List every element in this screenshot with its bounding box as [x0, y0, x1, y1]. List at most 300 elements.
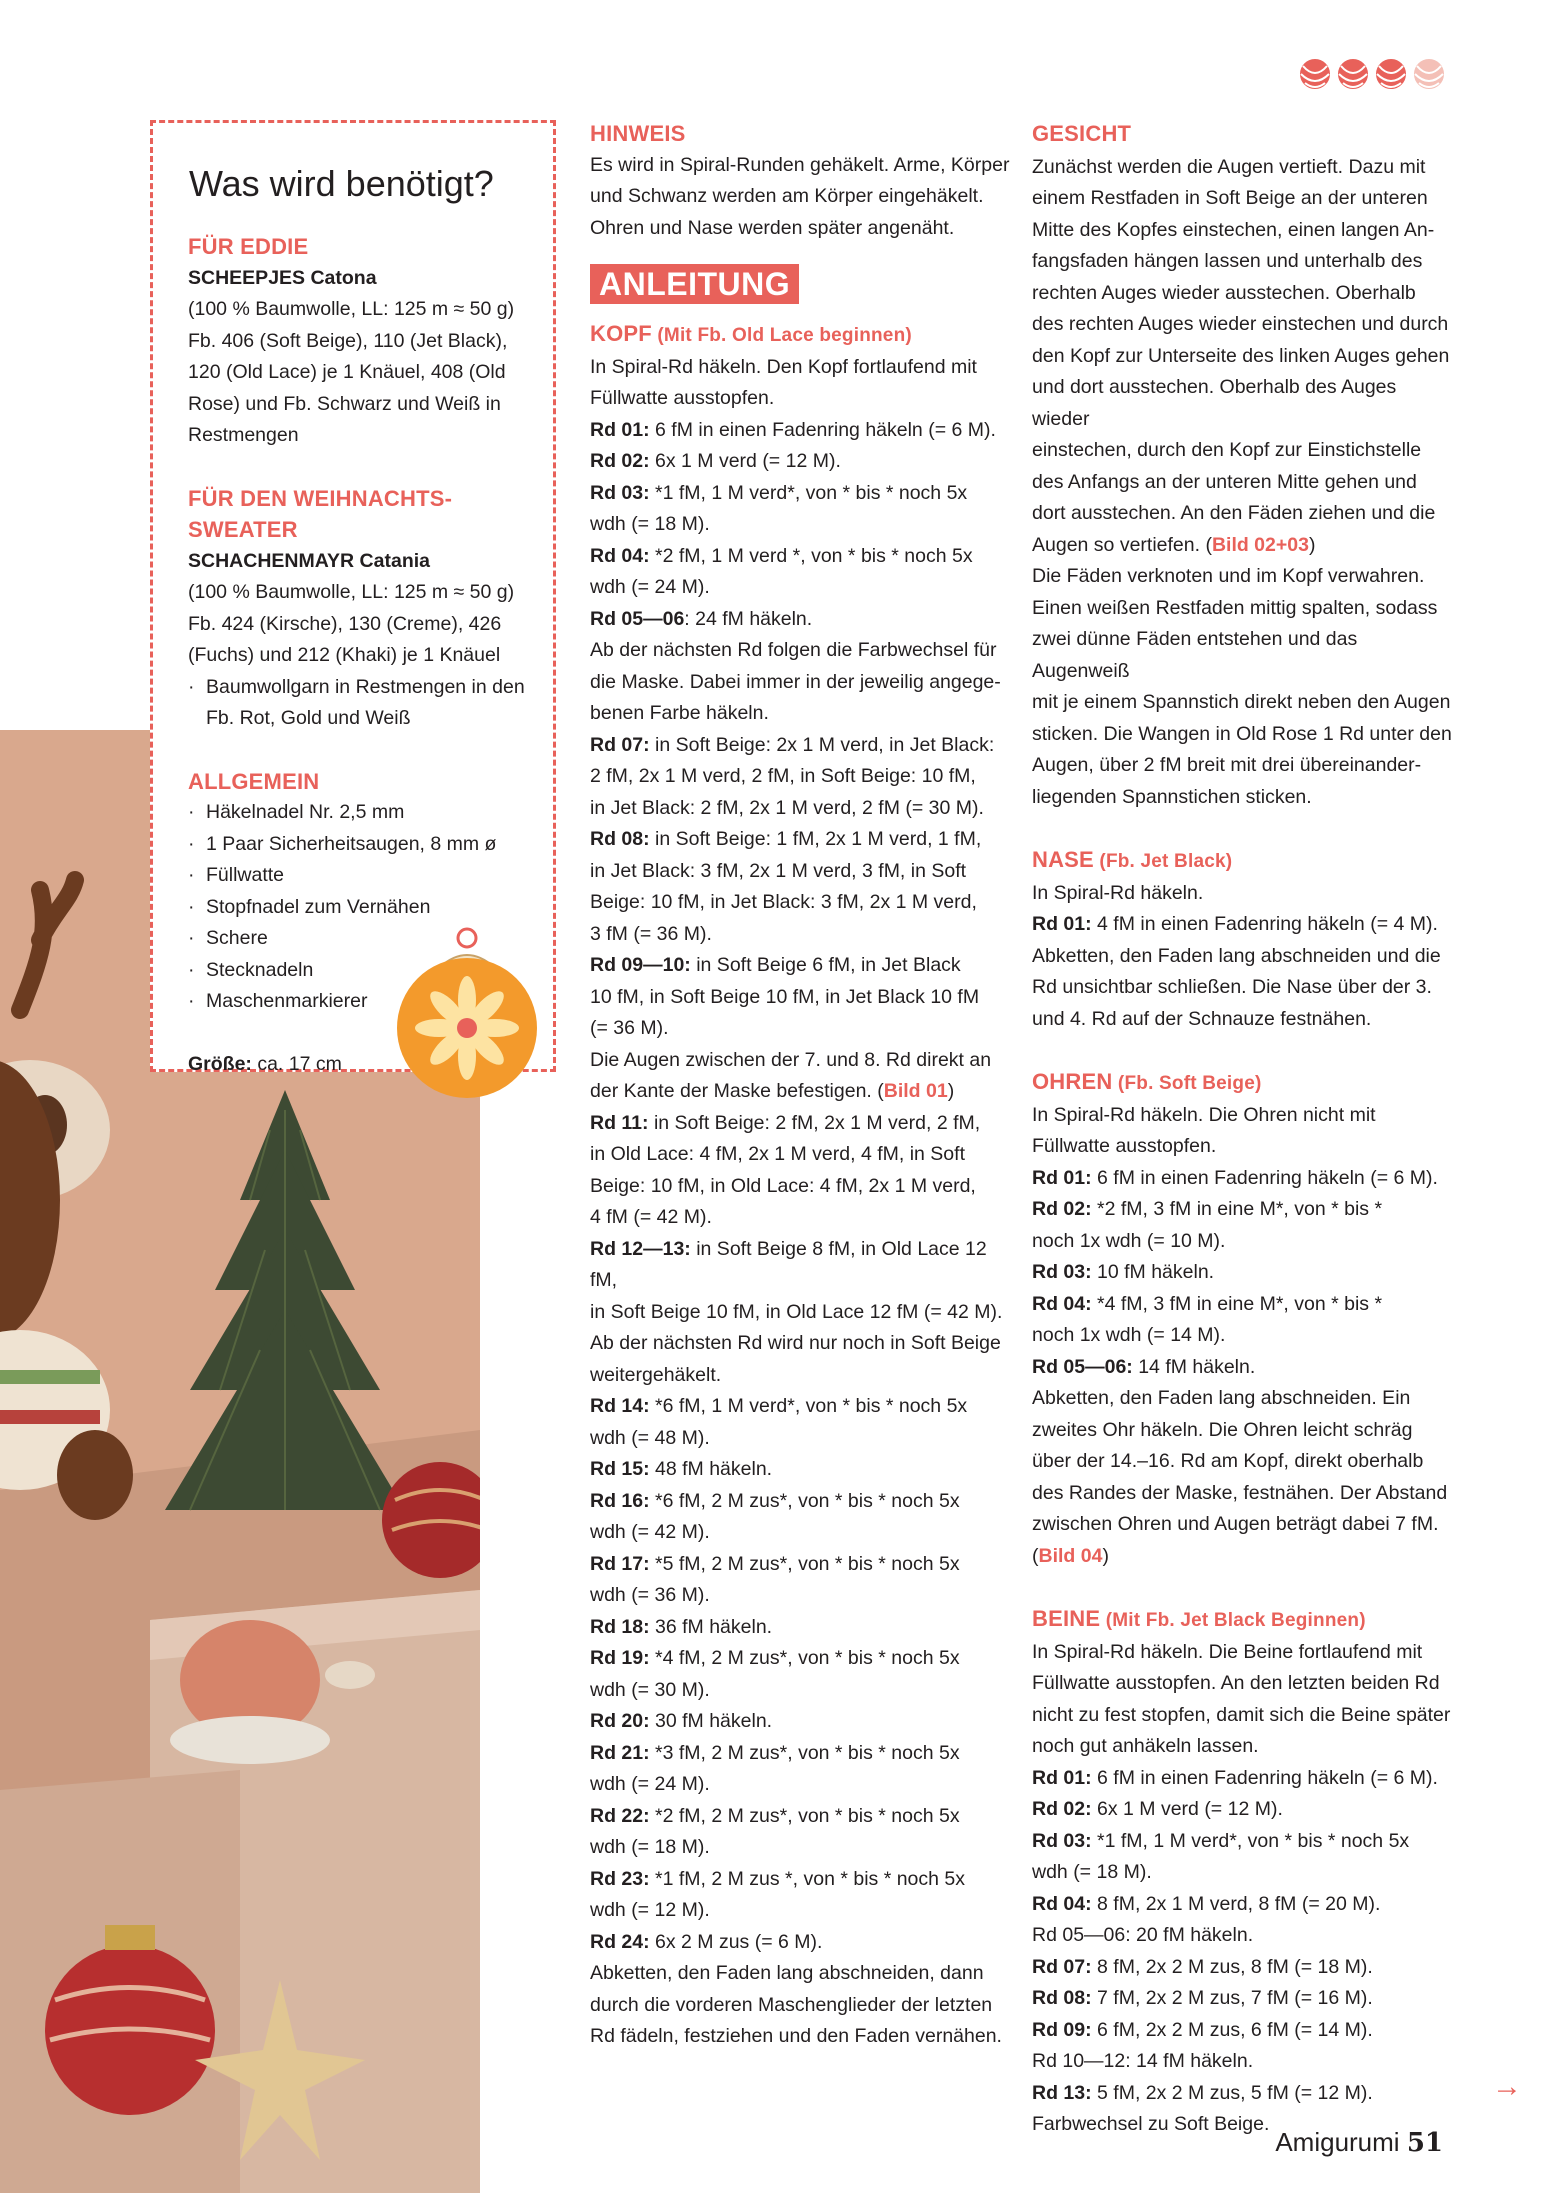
instruction-line [1032, 1541, 1452, 1573]
instruction-line [590, 1202, 1010, 1234]
instructions-column-3 [1032, 118, 1452, 2141]
eddie-material-line: Restmengen [188, 424, 299, 446]
instruction-line [590, 415, 1010, 447]
hinweis-heading: HINWEIS [590, 121, 686, 146]
round-label: Rd 17: [590, 1552, 650, 1575]
eddie-material-line: 120 (Old Lace) je 1 Knäuel, 408 (Old [188, 361, 506, 383]
instruction-line [590, 1832, 1010, 1864]
instruction-text: 6 fM, 2x 2 M zus, 6 fM (= 14 M). [1091, 2018, 1373, 2041]
instruction-text: zwei dünne Fäden entstehen und das Augenweiß [1032, 628, 1358, 682]
instruction-text: wdh (= 42 M). [590, 1521, 710, 1543]
instruction-text: weitergehäkelt. [590, 1363, 722, 1386]
instruction-line [1032, 1637, 1452, 1669]
instruction-text: wdh (= 30 M). [590, 1678, 710, 1701]
instruction-text: *6 fM, 1 M verd*, von * bis * noch 5x [649, 1395, 968, 1417]
instruction-text: Ab der nächsten Rd wird nur noch in Soft Beige [590, 1332, 1001, 1354]
round-label: Rd 19: [590, 1647, 650, 1669]
bullet-icon: · [188, 927, 195, 949]
instruction-text: wdh (= 18 M). [590, 1836, 710, 1858]
instruction-line [1032, 1257, 1452, 1289]
image-reference: Bild 04 [1038, 1544, 1103, 1567]
instruction-line [1032, 1920, 1452, 1952]
section-heading [1032, 1603, 1452, 1637]
round-label: Rd 09—10: [590, 954, 691, 976]
instruction-text: *1 fM, 2 M zus *, von * bis * noch 5x [649, 1867, 965, 1890]
image-reference: Bild 02+03 [1211, 533, 1309, 556]
instruction-line [590, 761, 1010, 793]
instruction-line [1032, 687, 1452, 719]
eddie-material-line: (100 % Baumwolle, LL: 125 m ≈ 50 g) [188, 298, 515, 320]
instruction-line [590, 1171, 1010, 1203]
general-item-label: Häkelnadel Nr. 2,5 mm [206, 801, 405, 823]
instruction-text: 6 fM in einen Fadenring häkeln (= 6 M). [1091, 1766, 1438, 1789]
instruction-text: 10 fM, in Soft Beige 10 fM, in Jet Black 10 fM [590, 985, 980, 1008]
instruction-text: 8 fM, 2x 2 M zus, 8 fM (= 18 M). [1091, 1955, 1373, 1978]
instruction-line [1032, 1983, 1452, 2015]
instruction-text: Augen, über 2 fM breit mit drei übereinander- [1032, 754, 1422, 776]
round-label: Rd 12—13: [590, 1237, 691, 1260]
instruction-line [1032, 782, 1452, 814]
instruction-text: in Soft Beige 6 fM, in Jet Black [690, 954, 961, 976]
instruction-text: 48 fM häkeln. [649, 1458, 773, 1480]
instruction-line [1032, 1446, 1452, 1478]
instruction-line [590, 1769, 1010, 1801]
instruction-line [590, 1328, 1010, 1360]
size-line: Größe: ca. 17 cm [188, 1052, 342, 1075]
round-label: Rd 02: [590, 450, 650, 472]
instruction-line [1032, 1004, 1452, 1036]
section-title: NASE [1032, 847, 1094, 872]
round-label: Rd 01: [590, 418, 650, 441]
sweater-bullet: · Baumwollgarn in Restmengen in den Fb. Rot, Gold und Weiß [188, 672, 538, 735]
instruction-line [1032, 1731, 1452, 1763]
kopf-instructions [590, 352, 1010, 2053]
instruction-line [590, 1864, 1010, 1896]
bullet-icon: · [188, 801, 195, 823]
eddie-material-line: Fb. 406 (Soft Beige), 110 (Jet Black), [188, 329, 508, 352]
section-title: BEINE [1032, 1606, 1101, 1631]
round-label: Rd 02: [1032, 1798, 1092, 1820]
instruction-text: Beige: 10 fM, in Jet Black: 3 fM, 2x 1 M verd, [590, 891, 977, 913]
round-label: Rd 09: [1032, 2018, 1092, 2041]
instruction-text: und dort ausstechen. Oberhalb des Auges wieder [1032, 376, 1397, 430]
section-heading [1032, 844, 1452, 878]
instruction-text: 3 fM (= 36 M). [590, 922, 712, 945]
instruction-line [590, 793, 1010, 825]
section-gap [1032, 1035, 1452, 1066]
instruction-line [590, 1801, 1010, 1833]
instruction-line [590, 509, 1010, 541]
section-subtitle: (Fb. Jet Black) [1093, 851, 1233, 872]
instruction-line [1032, 1478, 1452, 1510]
general-header: ALLGEMEIN [188, 768, 320, 794]
instruction-line [590, 919, 1010, 951]
eddie-header: FÜR EDDIE [188, 234, 309, 259]
instruction-text: Die Fäden verknoten und im Kopf verwahren. [1032, 565, 1425, 587]
instruction-text: Rd 10—12: 14 fM häkeln. [1032, 2050, 1254, 2072]
hinweis-text [590, 150, 1010, 245]
instruction-text: *1 fM, 1 M verd*, von * bis * noch 5x [649, 481, 968, 504]
instruction-line [1032, 1383, 1452, 1415]
eddie-material-line: Rose) und Fb. Schwarz und Weiß in [188, 392, 501, 415]
instruction-text: 2 fM, 2x 1 M verd, 2 fM, in Soft Beige: 10 fM, [590, 765, 976, 787]
instruction-text: 6x 1 M verd (= 12 M). [1091, 1798, 1283, 1820]
instruction-text: Farbwechsel zu Soft Beige. [1032, 2113, 1270, 2135]
instruction-text: In Spiral-Rd häkeln. Die Beine fortlaufend mit [1032, 1640, 1423, 1663]
general-item-label: Stopfnadel zum Vernähen [206, 895, 431, 918]
instruction-line [1032, 246, 1452, 278]
instruction-line [590, 604, 1010, 636]
instruction-line [590, 982, 1010, 1014]
instruction-line [590, 1045, 1010, 1077]
instruction-text: 4 fM (= 42 M). [590, 1206, 712, 1228]
instruction-line [1032, 561, 1452, 593]
instruction-line [1032, 2015, 1452, 2047]
instruction-line [1032, 1794, 1452, 1826]
round-label: Rd 08: [1032, 1987, 1092, 2009]
sweater-bullet-line: Fb. Rot, Gold und Weiß [206, 707, 411, 729]
instruction-text: der Kante der Maske befestigen. ( [590, 1080, 884, 1102]
instruction-line [1032, 435, 1452, 467]
bullet-icon: · [188, 832, 195, 855]
instruction-line [1032, 1763, 1452, 1795]
general-item [188, 892, 538, 924]
round-label: Rd 03: [1032, 1829, 1092, 1852]
section-body [1032, 1637, 1452, 2141]
instruction-line [1032, 624, 1452, 687]
instruction-line [1032, 309, 1452, 341]
materials-title: Was wird benötigt? [189, 163, 494, 204]
instruction-text: liegenden Spannstichen sticken. [1032, 785, 1312, 808]
round-label: Rd 07: [590, 733, 650, 756]
sweater-material-lines [188, 577, 538, 672]
instruction-text: noch gut anhäkeln lassen. [1032, 1735, 1259, 1757]
instruction-text: Füllwatte ausstopfen. An den letzten beiden Rd [1032, 1672, 1440, 1694]
instruction-text: zwischen Ohren und Augen beträgt dabei 7 fM. [1032, 1513, 1439, 1535]
instruction-text: einem Restfaden in Soft Beige an der unteren [1032, 187, 1428, 209]
instruction-line [1032, 467, 1452, 499]
yarn-ball-icons [1297, 56, 1447, 92]
general-item-label: Stecknadeln [206, 958, 314, 981]
instruction-line [590, 1990, 1010, 2022]
instruction-line [590, 541, 1010, 573]
next-page-arrow-icon: → [1492, 2070, 1522, 2103]
instruction-text: *1 fM, 1 M verd*, von * bis * noch 5x [1091, 1829, 1410, 1852]
hinweis-line: Es wird in Spiral-Runden gehäkelt. Arme, Körper [590, 153, 1010, 176]
round-label: Rd 02: [1032, 1198, 1092, 1220]
image-reference: Bild 01 [883, 1080, 948, 1102]
instruction-line [1032, 1889, 1452, 1921]
instruction-text: 10 fM häkeln. [1091, 1261, 1215, 1283]
instruction-line [590, 887, 1010, 919]
instruction-text: Abketten, den Faden lang abschneiden. Ein [1032, 1387, 1411, 1409]
instruction-text: ) [947, 1080, 955, 1102]
hinweis-line: und Schwanz werden am Körper eingehäkelt. [590, 185, 984, 207]
kopf-heading: KOPF (Mit Fb. Old Lace beginnen) [590, 321, 912, 346]
eddie-material-lines [188, 294, 538, 452]
instruction-line [590, 1517, 1010, 1549]
instruction-line [590, 1958, 1010, 1990]
instruction-text: *2 fM, 2 M zus*, von * bis * noch 5x [649, 1804, 960, 1827]
round-label: Rd 22: [590, 1804, 650, 1827]
round-label: Rd 03: [1032, 1261, 1092, 1283]
section-body [1032, 152, 1452, 814]
instruction-line [590, 1486, 1010, 1518]
instruction-line [1032, 972, 1452, 1004]
instruction-text: In Spiral-Rd häkeln. [1032, 881, 1204, 904]
instruction-text: 4 fM in einen Fadenring häkeln (= 4 M). [1091, 913, 1438, 935]
round-label: Rd 01: [1032, 1766, 1092, 1789]
instruction-text: noch 1x wdh (= 10 M). [1032, 1229, 1226, 1252]
instruction-line [1032, 750, 1452, 782]
instruction-line [590, 446, 1010, 478]
instruction-line [1032, 909, 1452, 941]
instruction-line [590, 1139, 1010, 1171]
instruction-line [590, 572, 1010, 604]
instruction-text: wdh (= 36 M). [590, 1584, 710, 1606]
instruction-line [1032, 1509, 1452, 1541]
round-label: Rd 05—06: [1032, 1355, 1133, 1378]
page-footer [1275, 2127, 1443, 2158]
instruction-text: wdh (= 24 M). [590, 576, 710, 598]
instruction-text: Rd unsichtbar schließen. Die Nase über der 3. [1032, 976, 1432, 998]
general-item [188, 797, 538, 829]
bullet-icon: · [188, 958, 195, 981]
instruction-text: 14 fM häkeln. [1132, 1355, 1256, 1378]
instruction-line [590, 1738, 1010, 1770]
instruction-text: 5 fM, 2x 2 M zus, 5 fM (= 12 M). [1091, 2081, 1373, 2104]
instruction-line [590, 1675, 1010, 1707]
instruction-text: in Soft Beige: 2x 1 M verd, in Jet Black: [649, 733, 995, 756]
instruction-text: in Jet Black: 2 fM, 2x 1 M verd, 2 fM (= 30 M). [590, 796, 984, 819]
instruction-line [590, 1360, 1010, 1392]
instruction-text: *2 fM, 3 fM in eine M*, von * bis * [1091, 1198, 1383, 1220]
instruction-text: Rd fädeln, festziehen und den Faden vernähen. [590, 2025, 1002, 2047]
round-label: Rd 11: [590, 1111, 649, 1134]
instruction-line [1032, 1952, 1452, 1984]
instruction-text: *4 fM, 2 M zus*, von * bis * noch 5x [649, 1647, 960, 1669]
instruction-line [1032, 719, 1452, 751]
instruction-text: des rechten Auges wieder einstechen und durch [1032, 313, 1449, 335]
section-subtitle: (Mit Fb. Jet Black Beginnen) [1100, 1610, 1366, 1631]
instruction-line [1032, 1700, 1452, 1732]
section-title: GESICHT [1032, 121, 1132, 146]
instruction-text: durch die vorderen Maschenglieder der letzten [590, 1993, 993, 2016]
instruction-line [1032, 1131, 1452, 1163]
instruction-line [1032, 2078, 1452, 2110]
instruction-text: in Soft Beige 8 fM, in Old Lace 12 fM, [590, 1237, 987, 1291]
instruction-line [1032, 1289, 1452, 1321]
round-label: Rd 13: [1032, 2081, 1092, 2104]
instruction-text: den Kopf zur Unterseite des linken Auges gehen [1032, 344, 1450, 367]
instruction-text: *3 fM, 2 M zus*, von * bis * noch 5x [649, 1741, 960, 1764]
instruction-line [1032, 941, 1452, 973]
instruction-text: Augen so vertiefen. ( [1032, 533, 1212, 556]
instruction-text: 8 fM, 2x 1 M verd, 8 fM (= 20 M). [1091, 1892, 1381, 1915]
instruction-text: Füllwatte ausstopfen. [590, 387, 775, 409]
instruction-line [590, 667, 1010, 699]
instruction-text: Beige: 10 fM, in Old Lace: 4 fM, 2x 1 M verd, [590, 1174, 976, 1197]
instruction-text: ) [1308, 533, 1316, 556]
instruction-text: die Maske. Dabei immer in der jeweilig angege- [590, 670, 1001, 693]
round-label: Rd 03: [590, 481, 650, 504]
round-label: Rd 04: [1032, 1892, 1092, 1915]
bullet-icon: · [188, 990, 195, 1012]
instruction-text: Füllwatte ausstopfen. [1032, 1135, 1217, 1157]
instruction-line [590, 1706, 1010, 1738]
instructions-column-2 [590, 118, 1010, 2053]
instruction-text: Einen weißen Restfaden mittig spalten, sodass [1032, 596, 1438, 619]
general-item-label: Schere [206, 927, 268, 949]
round-label: Rd 07: [1032, 1955, 1092, 1978]
instruction-line [1032, 1320, 1452, 1352]
instruction-line [590, 478, 1010, 510]
instruction-text: sticken. Die Wangen in Old Rose 1 Rd unter den [1032, 722, 1452, 745]
instruction-text: in Soft Beige 10 fM, in Old Lace 12 fM (= 42 M). [590, 1300, 1003, 1323]
instruction-text: nicht zu fest stopfen, damit sich die Beine später [1032, 1703, 1451, 1726]
round-label: Rd 23: [590, 1867, 650, 1890]
instruction-text: mit je einem Spannstich direkt neben den Augen [1032, 691, 1451, 713]
instruction-line [590, 1108, 1010, 1140]
instruction-text: 6 fM in einen Fadenring häkeln (= 6 M). [1091, 1166, 1438, 1189]
instruction-text: Abketten, den Faden lang abschneiden, dann [590, 1962, 984, 1984]
instruction-line [590, 1076, 1010, 1108]
instruction-line [590, 824, 1010, 856]
instruction-line [590, 1580, 1010, 1612]
instruction-text: wdh (= 24 M). [590, 1773, 710, 1795]
instruction-line [590, 635, 1010, 667]
instruction-line [590, 1013, 1010, 1045]
instruction-text: *5 fM, 2 M zus*, von * bis * noch 5x [649, 1552, 960, 1575]
general-item [188, 860, 538, 892]
instruction-text: wdh (= 12 M). [590, 1899, 710, 1921]
instruction-text: in Soft Beige: 1 fM, 2x 1 M verd, 1 fM, [649, 828, 982, 850]
instruction-text: rechten Auges wieder ausstechen. Oberhalb [1032, 281, 1416, 304]
instruction-text: zweites Ohr häkeln. Die Ohren leicht schräg [1032, 1418, 1413, 1441]
instruction-text: über der 14.–16. Rd am Kopf, direkt oberhalb [1032, 1450, 1424, 1472]
instruction-line [590, 950, 1010, 982]
instruction-text: ) [1102, 1544, 1109, 1567]
instruction-line [1032, 152, 1452, 184]
instruction-line [590, 730, 1010, 762]
instruction-text: Ab der nächsten Rd folgen die Farbwechsel für [590, 639, 997, 661]
instruction-line [590, 1297, 1010, 1329]
sweater-material-line: Fb. 424 (Kirsche), 130 (Creme), 426 [188, 612, 502, 635]
instruction-text: in Soft Beige: 2 fM, 2x 1 M verd, 2 fM, [648, 1111, 981, 1134]
bullet-icon: · [188, 895, 195, 918]
instruction-line [590, 1895, 1010, 1927]
instruction-line [1032, 1415, 1452, 1447]
page-number: 51 [1406, 2128, 1443, 2158]
instruction-line [1032, 2046, 1452, 2078]
instruction-text: des Randes der Maske, festnähen. Der Abstand [1032, 1481, 1448, 1504]
round-label: Rd 01: [1032, 1166, 1092, 1189]
instruction-text: des Anfangs an der unteren Mitte gehen und [1032, 470, 1417, 493]
instruction-text: noch 1x wdh (= 14 M). [1032, 1324, 1226, 1346]
general-item [188, 829, 538, 861]
bullet-icon: · [188, 864, 195, 886]
sweater-header: FÜR DEN WEIHNACHTS-SWEATER [188, 485, 453, 542]
instruction-text: 36 fM häkeln. [649, 1615, 773, 1638]
ornament-icon [392, 925, 542, 1100]
eddie-brand: SCHEEPJES Catona [188, 266, 377, 289]
round-label: Rd 15: [590, 1458, 650, 1480]
instruction-line [590, 1423, 1010, 1455]
instruction-line [1032, 1352, 1452, 1384]
round-label: Rd 16: [590, 1489, 650, 1512]
instruction-line [590, 856, 1010, 888]
instruction-text: dort ausstechen. An den Fäden ziehen und die [1032, 502, 1436, 524]
instruction-text: benen Farbe häkeln. [590, 702, 769, 724]
instruction-text: : 24 fM häkeln. [684, 607, 813, 630]
instruction-text: (= 36 M). [590, 1017, 669, 1039]
instruction-line [1032, 1100, 1452, 1132]
instruction-text: einstechen, durch den Kopf zur Einstichstelle [1032, 439, 1422, 461]
instruction-text: wdh (= 18 M). [590, 513, 710, 535]
hinweis-line: Ohren und Nase werden später angenäht. [590, 216, 955, 239]
instruction-line [590, 1643, 1010, 1675]
instruction-line [590, 1391, 1010, 1423]
instruction-text: Die Augen zwischen der 7. und 8. Rd direkt an [590, 1048, 992, 1071]
instruction-line [590, 1927, 1010, 1959]
round-label: Rd 21: [590, 1741, 650, 1764]
instruction-line [1032, 530, 1452, 562]
instruction-text: in Jet Black: 3 fM, 2x 1 M verd, 3 fM, in Soft [590, 859, 967, 882]
instruction-line [590, 698, 1010, 730]
section-title: OHREN [1032, 1069, 1113, 1094]
round-label: Rd 05—06 [590, 607, 685, 630]
instruction-line [590, 1549, 1010, 1581]
instruction-line [1032, 1194, 1452, 1226]
instruction-line [1032, 1857, 1452, 1889]
instruction-line [1032, 593, 1452, 625]
instruction-line [590, 352, 1010, 384]
section-subtitle: (Fb. Soft Beige) [1112, 1073, 1262, 1094]
section-heading [1032, 118, 1452, 152]
instruction-text: und 4. Rd auf der Schnauze festnähen. [1032, 1007, 1372, 1030]
instruction-text: In Spiral-Rd häkeln. Die Ohren nicht mit [1032, 1103, 1376, 1126]
round-label: Rd 08: [590, 828, 650, 850]
instruction-text: *6 fM, 2 M zus*, von * bis * noch 5x [649, 1489, 960, 1512]
instruction-line [590, 1612, 1010, 1644]
instruction-text: 7 fM, 2x 2 M zus, 7 fM (= 16 M). [1091, 1987, 1373, 2009]
round-label: Rd 20: [590, 1710, 650, 1732]
magazine-name: Amigurumi [1275, 2127, 1407, 2157]
instruction-text: Abketten, den Faden lang abschneiden und die [1032, 944, 1441, 967]
general-item-label: Füllwatte [206, 864, 285, 886]
sweater-material-line: (Fuchs) und 212 (Khaki) je 1 Knäuel [188, 644, 501, 666]
instruction-text: 6x 1 M verd (= 12 M). [649, 450, 841, 472]
sweater-brand: SCHACHENMAYR Catania [188, 549, 430, 572]
section-body [1032, 878, 1452, 1036]
instruction-line [1032, 1668, 1452, 1700]
instruction-line [1032, 498, 1452, 530]
instruction-line [1032, 278, 1452, 310]
instruction-line [1032, 215, 1452, 247]
instruction-text: Rd 05—06: 20 fM häkeln. [1032, 1924, 1254, 1946]
round-label: Rd 18: [590, 1615, 650, 1638]
instruction-line [590, 383, 1010, 415]
sweater-bullet-line: Baumwollgarn in Restmengen in den [206, 675, 525, 698]
instruction-text: 30 fM häkeln. [649, 1710, 773, 1732]
instruction-line [1032, 1226, 1452, 1258]
instruction-line [590, 2021, 1010, 2053]
instruction-line [590, 1454, 1010, 1486]
instruction-text: wdh (= 18 M). [1032, 1861, 1152, 1883]
round-label: Rd 24: [590, 1930, 650, 1953]
instruction-text: fangsfaden hängen lassen und unterhalb des [1032, 250, 1423, 272]
sweater-material-line: (100 % Baumwolle, LL: 125 m ≈ 50 g) [188, 581, 515, 603]
